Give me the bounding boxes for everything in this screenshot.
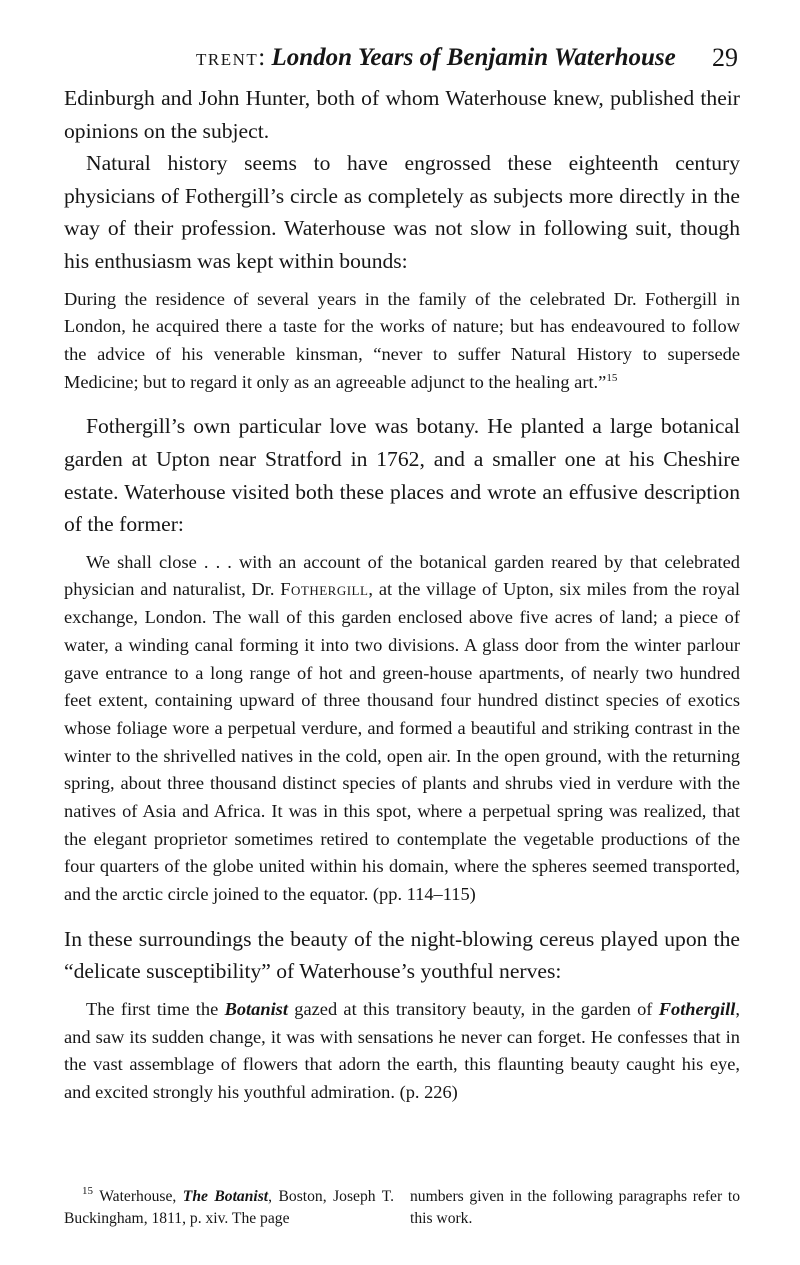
header-author: trent <box>196 45 259 71</box>
quote-3-botanist: Botanist <box>224 999 288 1020</box>
quote-3-part-b: gazed at this transitory beauty, in the garden of <box>287 999 659 1020</box>
footnote-text-b: , Boston, Joseph T. Buckingham, 1811, p. xiv. The page <box>64 1188 394 1227</box>
running-title: trent: London Years of Benjamin Waterhouse <box>196 44 676 71</box>
block-quote-2 <box>64 549 740 909</box>
quote-1-text: During the residence of several years in the family of the celebrated Dr. Fothergill in London, he acquired there a taste for the works of nature; but has endeavoured to follow the advice of his venerable kinsman, “never to suffer Natural History to supersede Medicine; but to regard it only as an agreeable adjunct to the healing art.” <box>64 288 740 392</box>
footnote-col-1 <box>64 1186 394 1230</box>
body-text <box>64 82 740 1107</box>
footnote-book: The Botanist <box>182 1188 269 1205</box>
footnote-ref: 15 <box>606 371 618 384</box>
quote-3-part-c: , and saw its sudden change, it was with sensations he never can forget. He confesses that in the vast assemblage of flowers that adorn the earth, this flaunting beauty caught his eye, and excited strongly his youthful admiration. (p. 226) <box>64 999 740 1103</box>
quote-2-part-b: , at the village of Upton, six miles from the royal exchange, London. The wall of this garden enclosed above five acres of land; a piece of water, a winding canal forming it into two divisions. A glass door from the winter parlour gave entrance to a long range of hot and green-house apartments, of nearly two hundred feet extent, containing upward of three thousand four hundred distinct species of exotics whose foliage wore a perpetual verdure, and formed a beautiful and striking contrast in the winter to the shrivelled natives in the cold, open air. In the open ground, with the returning spring, about three thousand distinct species of plants and shrubs vied in verdure with the natives of Asia and Africa. It was in this spot, where a perpetual spring was realized, that the elegant proprietor sometimes retired to contemplate the vegetable productions of the four quarters of the globe united within his domain, where the spheres seemed transported, and the arctic circle joined to the equator. (pp. 114–115) <box>64 579 741 905</box>
paragraph-1: Edinburgh and John Hunter, both of whom Waterhouse knew, published their opinions on the subject. <box>64 86 740 143</box>
footnote <box>64 1186 740 1230</box>
header-title: London Years of Benjamin Waterhouse <box>271 44 676 71</box>
quote-3-fothergill: Fothergill <box>658 999 736 1020</box>
block-quote-1 <box>64 286 740 397</box>
block-quote-3 <box>64 996 740 1107</box>
paragraph-3: Fothergill’s own particular love was botany. He planted a large botanical garden at Upton near Stratford in 1762, and a smaller one at his Cheshire estate. Waterhouse visited both these places and wrote an effusive description of the former: <box>64 414 740 537</box>
footnote-col-2: numbers given in the following paragraphs refer to this work. <box>410 1188 740 1227</box>
quote-2-part-a: We shall close . . . with an account of the botanical garden reared by that celebrated physician and naturalist, Dr. <box>64 551 740 600</box>
footnote-number: 15 <box>82 1185 93 1197</box>
paragraph-2: Natural history seems to have engrossed these eighteenth century physicians of Fothergill’s circle as completely as subjects more directly in the way of their profession. Waterhouse was not slow in following suit, though his enthusiasm was kept within bounds: <box>64 151 740 273</box>
page-number: 29 <box>712 43 738 72</box>
quote-2-name: Fothergill <box>280 579 369 600</box>
footnote-text-a: Waterhouse, <box>93 1188 183 1205</box>
running-header <box>64 40 738 76</box>
quote-3-part-a: The first time the <box>86 999 225 1020</box>
paragraph-4: In these surroundings the beauty of the night-blowing cereus played upon the “delicate susceptibility” of Waterhouse’s youthful nerves: <box>64 926 740 984</box>
